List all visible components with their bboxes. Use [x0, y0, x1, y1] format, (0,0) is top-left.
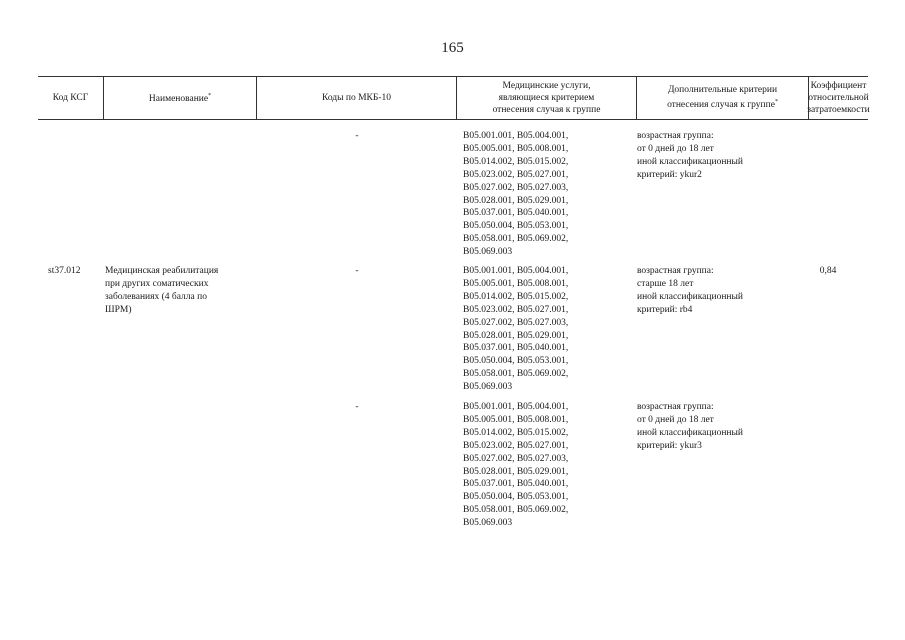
header-coef	[808, 77, 868, 119]
table-header	[38, 76, 868, 120]
row-mkb: -	[355, 266, 359, 276]
header-mkb-label: Коды по МКБ-10	[321, 93, 392, 103]
row-mkb: -	[355, 131, 359, 141]
row-criteria: возрастная группа: старше 18 лет иной классификационный критерий: rb4	[637, 266, 743, 315]
header-services	[456, 77, 636, 119]
row-services: B05.001.001, B05.004.001, B05.005.001, B05.008.001, B05.014.002, B05.015.002, B05.023.002, B05.027.001, B05.027.002, B05.027.003, B05.028.001, B05.029.001, B05.037.001, B05.040.001, B05.050.004, B05.053.001, B05.058.001, B05.069.002, B05.069.003	[463, 266, 569, 393]
header-criteria-label: Дополнительные критерии отнесения случая к группе	[667, 85, 778, 111]
header-name-footnote-mark: *	[208, 93, 212, 100]
header-name	[103, 77, 256, 119]
row-mkb: -	[355, 402, 359, 412]
row-services: B05.001.001, B05.004.001, B05.005.001, B05.008.001, B05.014.002, B05.015.002, B05.023.002, B05.027.001, B05.027.002, B05.027.003, B05.028.001, B05.029.001, B05.037.001, B05.040.001, B05.050.004, B05.053.001, B05.058.001, B05.069.002, B05.069.003	[463, 402, 569, 529]
header-coef-label: Коэффициент относительной затратоемкости	[807, 81, 870, 115]
row-code: st37.012	[48, 266, 81, 276]
page-number: 165	[441, 40, 464, 56]
row-coef: 0,84	[819, 266, 837, 276]
row-criteria: возрастная группа: от 0 дней до 18 лет иной классификационный критерий: ykur2	[637, 131, 743, 180]
header-mkb	[256, 77, 456, 119]
header-criteria-footnote-mark: *	[774, 99, 778, 106]
row-services: B05.001.001, B05.004.001, B05.005.001, B05.008.001, B05.014.002, B05.015.002, B05.023.002, B05.027.001, B05.027.002, B05.027.003, B05.028.001, B05.029.001, B05.037.001, B05.040.001, B05.050.004, B05.053.001, B05.058.001, B05.069.002, B05.069.003	[463, 131, 569, 258]
header-code	[38, 77, 103, 119]
header-criteria	[636, 77, 808, 119]
row-criteria: возрастная группа: от 0 дней до 18 лет иной классификационный критерий: ykur3	[637, 402, 743, 451]
header-name-label: Наименование	[148, 94, 209, 105]
header-services-label: Медицинские услуги, являющиеся критерием отнесения случая к группе	[492, 81, 601, 115]
header-code-label: Код КСГ	[52, 93, 89, 103]
row-name: Медицинская реабилитация при других соматических заболеваниях (4 балла по ШРМ)	[105, 266, 219, 315]
